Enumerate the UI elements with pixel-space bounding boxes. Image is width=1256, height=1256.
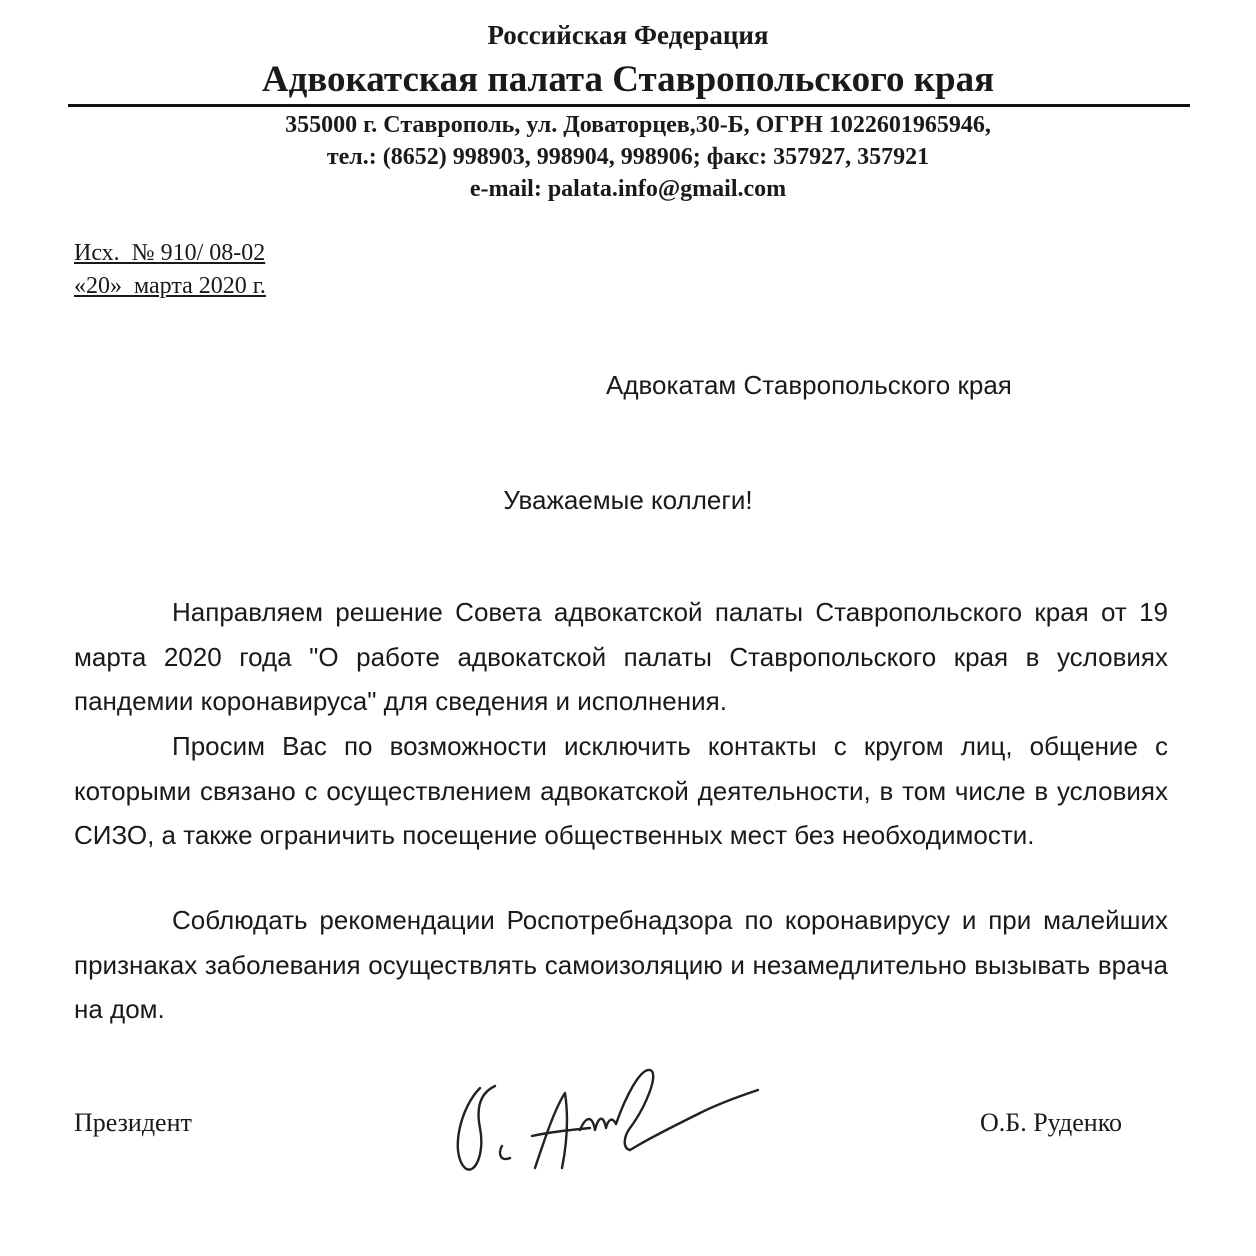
handwritten-signature (440, 1058, 770, 1188)
letterhead-address: 355000 г. Ставрополь, ул. Доваторцев,30-Б, ОГРН 1022601965946, (285, 112, 991, 138)
outgoing-number: Исх. № 910/ 08-02 (74, 240, 266, 266)
letterhead-divider (68, 104, 1190, 107)
letterhead-phones: тел.: (8652) 998903, 998904, 998906; факс: 357927, 357921 (326, 144, 930, 170)
body-paragraph: Соблюдать рекомендации Роспотребнадзора по коронавирусу и при малейших признаках заболевания осуществлять самоизоляцию и незамедлительно вызывать врача на дом. (74, 905, 1168, 1024)
letterhead-email: e-mail: palata.info@gmail.com (469, 176, 787, 202)
outgoing-date: «20» марта 2020 г. (74, 273, 266, 299)
signatory-role: Президент (74, 1108, 192, 1137)
signatory-name: О.Б. Руденко (980, 1108, 1123, 1137)
body-paragraph: Направляем решение Совета адвокатской палаты Ставропольского края от 19 марта 2020 года "О работе адвокатской палаты Ставропольского края в условиях пандемии коронавируса" для сведения и исполнения. (74, 597, 1168, 716)
letterhead-country: Российская Федерация (487, 20, 769, 50)
addressee: Адвокатам Ставропольского края (606, 370, 1012, 400)
letterhead-organization: Адвокатская палата Ставропольского края (261, 59, 995, 100)
greeting: Уважаемые коллеги! (503, 485, 753, 515)
body-paragraph: Просим Вас по возможности исключить контакты с кругом лиц, общение с которыми связано с осуществлением адвокатской деятельности, в том числе в условиях СИЗО, а также ограничить посещение общественных мест без необходимости. (74, 731, 1168, 850)
